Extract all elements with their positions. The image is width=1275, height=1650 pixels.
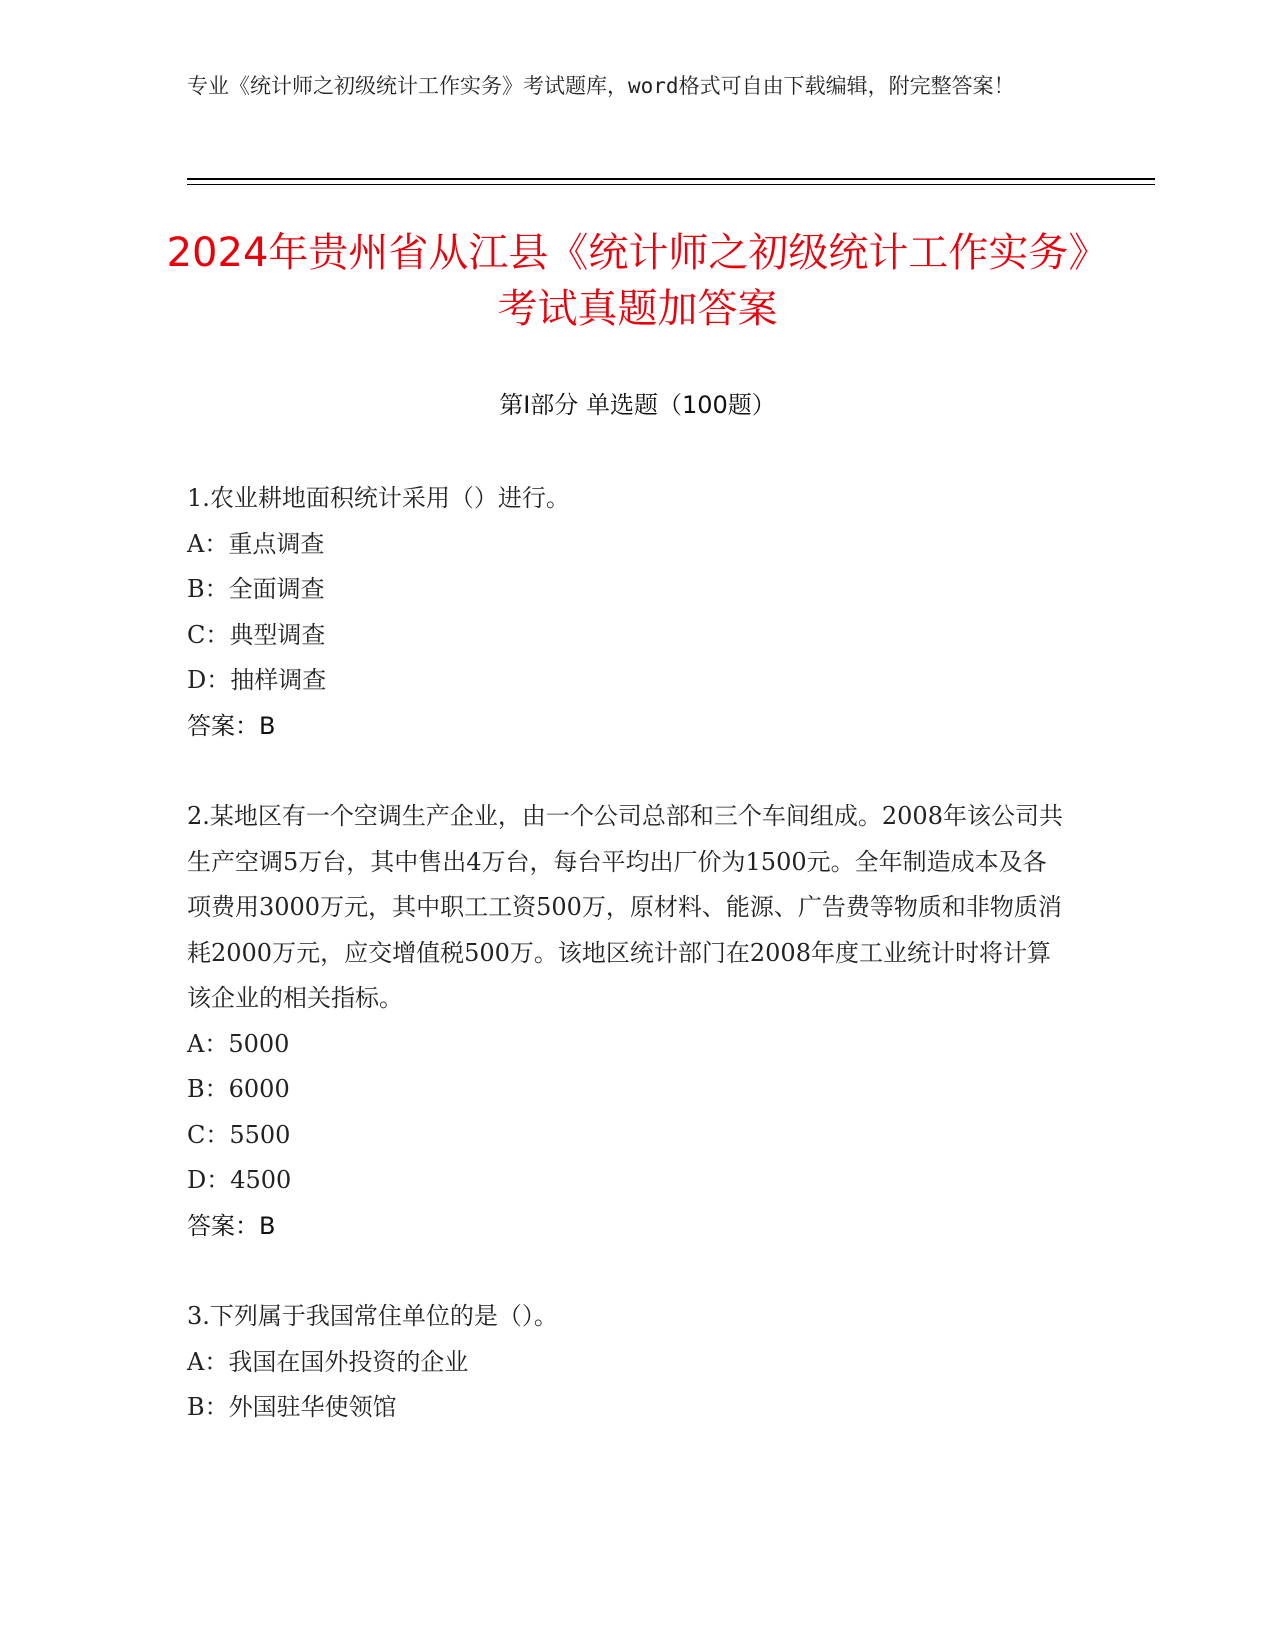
option-b: B：外国驻华使领馆 xyxy=(187,1393,397,1421)
question-gap xyxy=(187,749,1067,794)
option-b: B：6000 xyxy=(187,1075,290,1103)
question-gap xyxy=(187,1249,1067,1294)
header-rule-thin xyxy=(187,184,1155,185)
option-a: A：我国在国外投资的企业 xyxy=(187,1347,469,1376)
question-stem: 2.某地区有一个空调生产企业，由一个公司总部和三个车间组成。2008年该公司共生产空调5万台，其中售出4万台，每台平均出厂价为1500元。全年制造成本及各项费用3000万元，其中职工工资500万，原材料、能源、广告费等物质和非物质消耗2000万元，应交增值税500万。该地区统计部门在2008年度工业统计时将计算该企业的相关指标。 xyxy=(187,802,1063,1012)
option-d: D：4500 xyxy=(187,1166,292,1194)
option-c: C：典型调查 xyxy=(187,620,326,649)
option-b: B：全面调查 xyxy=(187,575,325,603)
question-stem: 1.农业耕地面积统计采用（）进行。 xyxy=(187,484,570,512)
question-3 xyxy=(187,1294,1067,1431)
document-title: 2024年贵州省从江县《统计师之初级统计工作实务》考试真题加答案 xyxy=(166,230,1109,332)
option-a: A：重点调查 xyxy=(187,529,325,558)
question-list xyxy=(187,476,1067,1431)
header-note: 专业《统计师之初级统计工作实务》考试题库，word格式可自由下载编辑，附完整答案！ xyxy=(187,74,1015,98)
answer-line: 答案：B xyxy=(187,1211,276,1240)
answer-line: 答案：B xyxy=(187,711,276,740)
option-a: A：5000 xyxy=(187,1029,290,1058)
header-rule-thick xyxy=(187,178,1155,180)
question-2 xyxy=(187,794,1067,1249)
question-stem: 3.下列属于我国常住单位的是（）。 xyxy=(187,1302,558,1330)
option-d: D：抽样调查 xyxy=(187,666,327,694)
question-1 xyxy=(187,476,1067,749)
option-c: C：5500 xyxy=(187,1120,291,1149)
section-heading: 第I部分 单选题（100题） xyxy=(499,391,776,419)
